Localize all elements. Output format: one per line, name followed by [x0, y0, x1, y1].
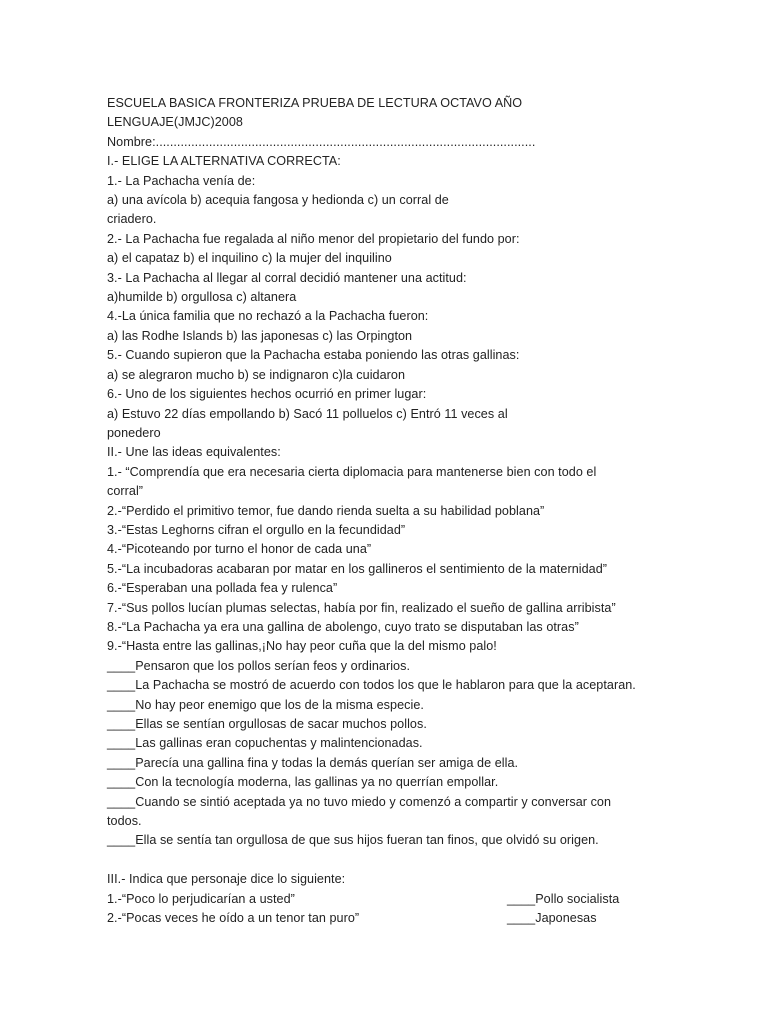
section-2-line: corral”: [107, 484, 144, 499]
section-1-line: a) Estuvo 22 días empollando b) Sacó 11 polluelos c) Entró 11 veces al: [107, 406, 508, 421]
section-1-line: 6.- Uno de los siguientes hechos ocurrió en primer lugar:: [107, 387, 427, 402]
section-3-quote: 1.-“Poco lo perjudicarían a usted”: [107, 891, 295, 906]
section-1-line: a) se alegraron mucho b) se indignaron c)la cuidaron: [107, 367, 406, 382]
section-2-line: 9.-“Hasta entre las gallinas,¡No hay peor cuña que la del mismo palo!: [107, 639, 497, 654]
section-3-answer: ____Japonesas: [507, 911, 597, 926]
section-2-line: ____Pensaron que los pollos serían feos y ordinarios.: [107, 658, 410, 673]
section-1-line: 3.- La Pachacha al llegar al corral decidió mantener una actitud:: [107, 270, 467, 285]
section-2-line: 1.- “Comprendía que era necesaria cierta diplomacia para mantenerse bien con todo el: [107, 464, 597, 479]
section-2-line: ____No hay peor enemigo que los de la misma especie.: [107, 697, 424, 712]
section-3-row: [107, 909, 707, 928]
section-3-row: [107, 890, 707, 909]
section-2-line: 6.-“Esperaban una pollada fea y rulenca”: [107, 581, 338, 596]
document-page: [107, 94, 707, 928]
section-1-line: 2.- La Pachacha fue regalada al niño menor del propietario del fundo por:: [107, 231, 520, 246]
section-3-quote: 2.-“Pocas veces he oído a un tenor tan puro”: [107, 911, 360, 926]
section-1-line: a) las Rodhe Islands b) las japonesas c) las Orpington: [107, 328, 413, 343]
section-2-line: 2.-“Perdido el primitivo temor, fue dando rienda suelta a su habilidad poblana”: [107, 503, 545, 518]
section-2-line: ____Parecía una gallina fina y todas la demás querían ser amiga de ella.: [107, 755, 519, 770]
section-1-line: criadero.: [107, 212, 157, 227]
section-1-line: 4.-La única familia que no rechazó a la Pachacha fueron:: [107, 309, 429, 324]
section-2-line: ____Con la tecnología moderna, las gallinas ya no querrían empollar.: [107, 775, 499, 790]
section-1-line: 1.- La Pachacha venía de:: [107, 173, 256, 188]
section-2-line: 7.-“Sus pollos lucían plumas selectas, había por fin, realizado el sueño de gallina arribista”: [107, 600, 616, 615]
section-1-line: a)humilde b) orgullosa c) altanera: [107, 290, 297, 305]
section-2-line: 3.-“Estas Leghorns cifran el orgullo en la fecundidad”: [107, 522, 406, 537]
section-2-line: 8.-“La Pachacha ya era una gallina de abolengo, cuyo trato se disputaban las otras”: [107, 619, 579, 634]
section-2-line: ____Las gallinas eran copuchentas y malintencionadas.: [107, 736, 423, 751]
section-1-heading: I.- ELIGE LA ALTERNATIVA CORRECTA:: [107, 154, 341, 169]
section-2-line: ____Cuando se sintió aceptada ya no tuvo miedo y comenzó a compartir y conversar con: [107, 794, 612, 809]
document-subtitle: LENGUAJE(JMJC)2008: [107, 115, 243, 130]
section-1-line: a) una avícola b) acequia fangosa y hedionda c) un corral de: [107, 193, 449, 208]
section-2-line: ____Ellas se sentían orgullosas de sacar muchos pollos.: [107, 717, 427, 731]
section-1-line: ponedero: [107, 425, 161, 440]
section-2-heading: II.- Une las ideas equivalentes:: [107, 445, 281, 460]
document-title: ESCUELA BASICA FRONTERIZA PRUEBA DE LECTURA OCTAVO AÑO: [107, 96, 523, 110]
section-1-line: 5.- Cuando supieron que la Pachacha estaba poniendo las otras gallinas:: [107, 348, 520, 363]
section-2-line: ____Ella se sentía tan orgullosa de que sus hijos fueran tan finos, que olvidó su origen.: [107, 833, 599, 848]
section-2-line: ____La Pachacha se mostró de acuerdo con todos los que le hablaron para que la aceptaran.: [107, 678, 636, 693]
section-2-line: todos.: [107, 814, 142, 829]
section-spacer: [107, 851, 707, 870]
section-3-heading: III.- Indica que personaje dice lo siguiente:: [107, 872, 346, 887]
section-1-line: a) el capataz b) el inquilino c) la mujer del inquilino: [107, 251, 392, 266]
section-2-line: 5.-“La incubadoras acabaran por matar en los gallineros el sentimiento de la maternidad”: [107, 561, 608, 576]
section-2-line: 4.-“Picoteando por turno el honor de cada una”: [107, 542, 372, 557]
name-field-line: Nombre:...........................................................................................................: [107, 134, 536, 149]
section-3-answer: ____Pollo socialista: [507, 891, 620, 906]
